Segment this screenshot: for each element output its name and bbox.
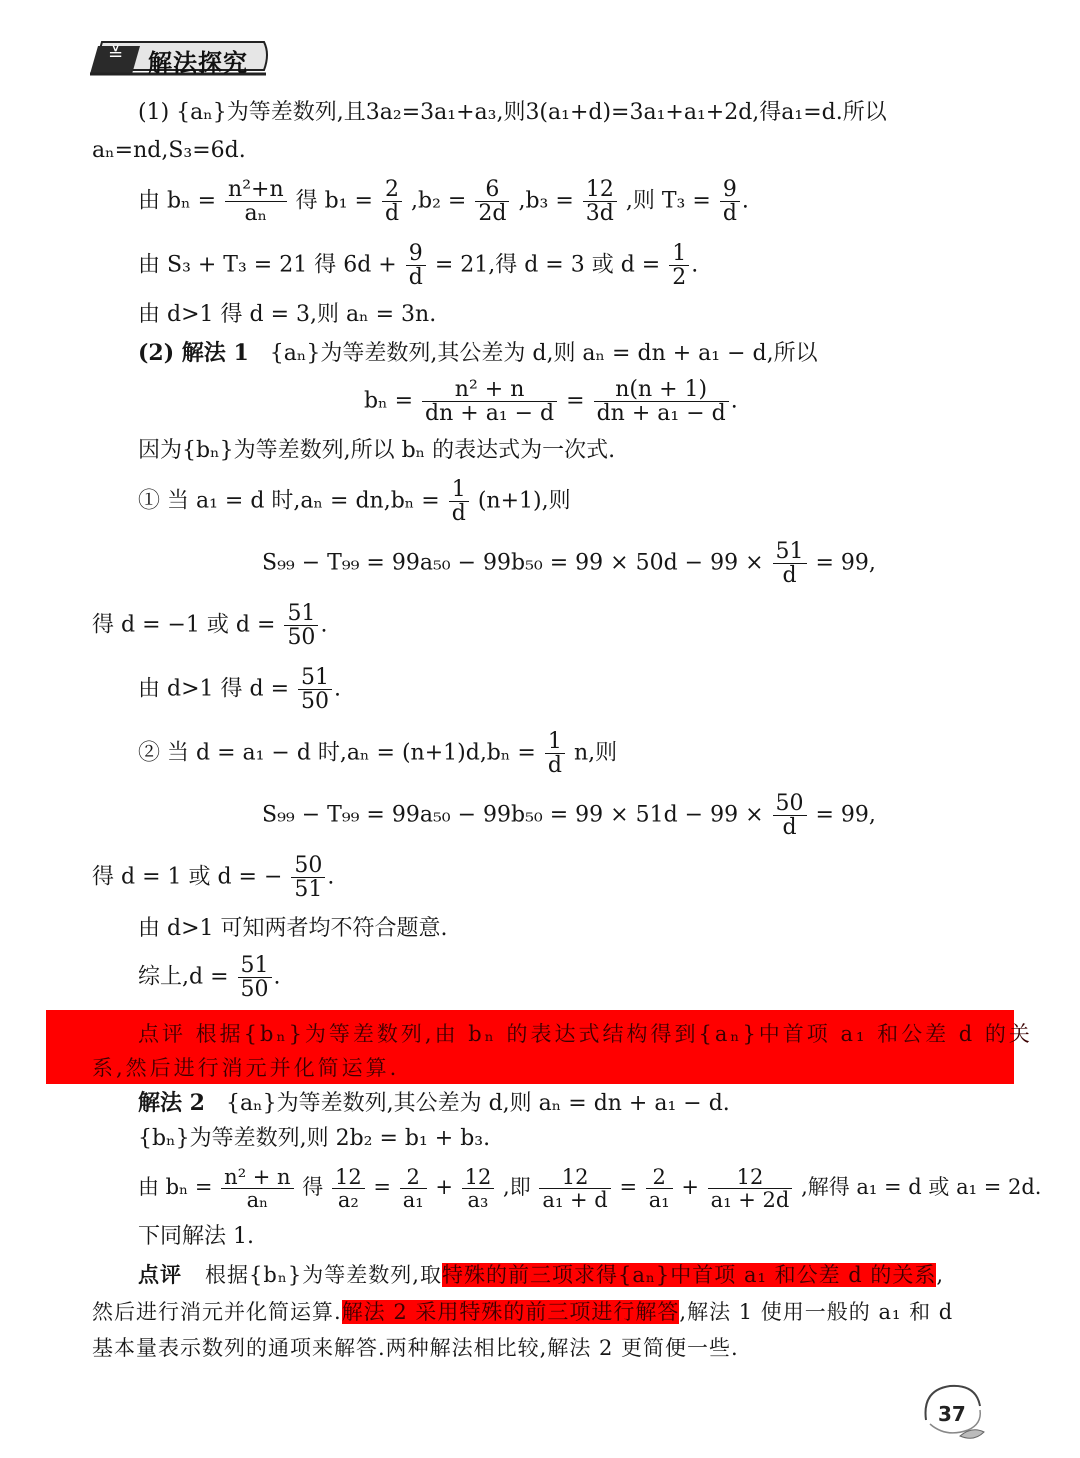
numerator: 1 bbox=[545, 730, 565, 754]
fraction bbox=[545, 730, 565, 777]
text: 得 b₁ = bbox=[295, 188, 373, 214]
text: {aₙ}为等差数列,其公差为 d,则 aₙ = dn + a₁ − d. bbox=[225, 1091, 730, 1116]
text: 得 d = −1 或 d = bbox=[92, 612, 276, 638]
numerator: 2 bbox=[646, 1166, 673, 1189]
denominator: d bbox=[782, 815, 797, 841]
text: = bbox=[373, 1175, 391, 1200]
fraction bbox=[720, 178, 740, 225]
fraction bbox=[225, 178, 287, 225]
text: = 99, bbox=[815, 802, 876, 828]
denominator: d bbox=[722, 201, 737, 227]
numerator: 50 bbox=[291, 854, 325, 878]
text: 根据{bₙ}为等差数列,取 bbox=[205, 1263, 442, 1287]
numerator: n² + n bbox=[221, 1166, 293, 1189]
numerator: n²+n bbox=[225, 178, 287, 202]
fraction bbox=[238, 954, 272, 1001]
fraction bbox=[708, 1166, 793, 1211]
denominator: a₃ bbox=[467, 1188, 489, 1213]
denominator: aₙ bbox=[244, 201, 268, 227]
numerator: 12 bbox=[539, 1166, 610, 1189]
text: ① 当 a₁ = d 时,aₙ = dn,bₙ = bbox=[138, 488, 440, 514]
part1-line2: aₙ=nd,S₃=6d. bbox=[92, 138, 246, 163]
text: ,解法 1 使用一般的 a₁ 和 d bbox=[679, 1300, 954, 1324]
text: = 99, bbox=[815, 550, 876, 576]
denominator: 50 bbox=[240, 977, 269, 1003]
numerator: 51 bbox=[238, 954, 272, 978]
part2-line1 bbox=[138, 342, 818, 365]
part2-line5 bbox=[262, 540, 876, 587]
fraction bbox=[583, 178, 617, 225]
denominator: a₁ bbox=[402, 1188, 424, 1213]
numerator: 51 bbox=[298, 666, 332, 690]
fraction bbox=[382, 178, 402, 225]
text: 由 d>1 得 d = bbox=[138, 676, 290, 702]
part2-line2: bₙ = $\frac{\text{n² + n}}{\text{dn + a₁ − d}}$ = $\frac{n(n + 1)}{\text{dn + a₁ − d}}$ . bbox=[364, 377, 738, 427]
denominator: 2 bbox=[672, 265, 687, 291]
fraction bbox=[298, 666, 332, 713]
part1-line3: 由 bₙ = $\frac{\text{n²+n}}{\text{aₙ}}$ 得 b₁ = $\frac{2}{d}$ ,b₂ = $\frac{6}{2d}$ ,b₃ = $\frac{12}{3d}$ ,则 T₃ = $\frac{9}{d}$ . bbox=[138, 177, 749, 227]
page-number-badge bbox=[916, 1380, 988, 1444]
fraction bbox=[462, 1166, 495, 1211]
comment1-line2: 系,然后进行消元并化简运算. bbox=[92, 1056, 400, 1080]
fraction bbox=[773, 540, 807, 587]
text: S₉₉ − T₉₉ = 99a₅₀ − 99b₅₀ = 99 × 50d − 99 × bbox=[262, 550, 764, 576]
text: + bbox=[681, 1175, 699, 1200]
text: 然后进行消元并化简运算. bbox=[92, 1300, 342, 1324]
text: {aₙ}为等差数列,其公差为 d,则 aₙ = dn + a₁ − d,所以 bbox=[269, 341, 818, 366]
fraction bbox=[539, 1166, 610, 1211]
denominator: a₁ + d bbox=[542, 1188, 608, 1213]
denominator: 2d bbox=[478, 201, 507, 227]
comment-label: 点评 bbox=[138, 1262, 182, 1287]
denominator: aₙ bbox=[246, 1188, 269, 1213]
text: , bbox=[936, 1263, 945, 1287]
denominator: 51 bbox=[294, 877, 323, 903]
part2-line7: 由 d>1 得 d = $\frac{51}{50}$ . bbox=[138, 665, 342, 715]
denominator: 50 bbox=[301, 689, 330, 715]
denominator: dn + a₁ − d bbox=[425, 401, 555, 427]
text: 由 bₙ = bbox=[138, 1175, 213, 1200]
fraction bbox=[773, 792, 807, 839]
numerator: 1 bbox=[449, 478, 469, 502]
fraction bbox=[406, 242, 426, 289]
chevron-down-double-icon: ≚ bbox=[108, 44, 124, 65]
text: (n+1),则 bbox=[477, 488, 571, 514]
text: ,解得 a₁ = d 或 a₁ = 2d. bbox=[801, 1175, 1042, 1200]
numerator: 12 bbox=[583, 178, 617, 202]
numerator: 50 bbox=[773, 792, 807, 816]
denominator: a₂ bbox=[337, 1188, 359, 1213]
text: bₙ = bbox=[364, 388, 414, 414]
text: = bbox=[619, 1175, 638, 1200]
text: 综上,d = bbox=[138, 964, 229, 990]
comment2-line1 bbox=[138, 1264, 944, 1286]
numerator: 9 bbox=[720, 178, 740, 202]
fraction bbox=[332, 1166, 365, 1211]
text: ,b₃ = bbox=[518, 188, 574, 214]
method2-line4: 下同解法 1. bbox=[138, 1224, 254, 1249]
method2-line1 bbox=[138, 1092, 730, 1115]
comment2-line2 bbox=[92, 1302, 953, 1323]
text: + bbox=[435, 1175, 453, 1200]
fraction bbox=[669, 242, 689, 289]
part2-line11: 由 d>1 可知两者均不符合题意. bbox=[138, 916, 448, 941]
comment1-line1: 点评 根据{bₙ}为等差数列,由 bₙ 的表达式结构得到{aₙ}中首项 a₁ 和公差 d 的关 bbox=[138, 1022, 1033, 1046]
fraction bbox=[475, 178, 509, 225]
fraction bbox=[646, 1166, 673, 1211]
part1-line4: 由 S₃ + T₃ = 21 得 6d + $\frac{9}{d}$ = 21,得 d = 3 或 d = $\frac{1}{2}$ . bbox=[138, 241, 699, 291]
numerator: 12 bbox=[708, 1166, 793, 1189]
text: ,b₂ = bbox=[411, 188, 467, 214]
numerator: 51 bbox=[284, 602, 318, 626]
numerator: 12 bbox=[332, 1166, 365, 1189]
highlighted-text: 特殊的前三项求得{aₙ}中首项 a₁ 和公差 d 的关系 bbox=[441, 1263, 937, 1287]
section-header-tab bbox=[88, 40, 270, 76]
denominator: 3d bbox=[585, 201, 614, 227]
numerator: 2 bbox=[382, 178, 402, 202]
text: ② 当 d = a₁ − d 时,aₙ = (n+1)d,bₙ = bbox=[138, 740, 536, 766]
fraction bbox=[594, 378, 729, 425]
part2-line4 bbox=[138, 478, 571, 525]
denominator: d bbox=[408, 265, 423, 291]
numerator: 1 bbox=[669, 242, 689, 266]
denominator: d bbox=[384, 201, 400, 227]
fraction bbox=[291, 854, 325, 901]
numerator: n² + n bbox=[422, 378, 557, 402]
denominator: d bbox=[451, 501, 466, 527]
part2-line3: 因为{bₙ}为等差数列,所以 bₙ 的表达式为一次式. bbox=[138, 438, 616, 463]
method-label: (2) 解法 1 bbox=[138, 340, 249, 366]
text: n,则 bbox=[573, 740, 618, 766]
part2-line8 bbox=[138, 730, 617, 777]
part1-line1: (1) {aₙ}为等差数列,且3a₂=3a₁+a₃,则3(a₁+d)=3a₁+a₁+2d,得a₁=d.所以 bbox=[138, 100, 887, 125]
section-title: 解法探究 bbox=[148, 49, 248, 77]
text: = bbox=[566, 388, 585, 414]
fraction bbox=[221, 1166, 293, 1211]
numerator: 2 bbox=[400, 1166, 427, 1189]
part2-line6: 得 d = −1 或 d = $\frac{51}{50}$ . bbox=[92, 601, 328, 651]
highlighted-text: 解法 2 采用特殊的前三项进行解答 bbox=[341, 1300, 680, 1324]
denominator: d bbox=[782, 563, 797, 589]
fraction bbox=[449, 478, 469, 525]
text: 由 bₙ = bbox=[138, 188, 217, 214]
text: 由 S₃ + T₃ = 21 得 6d + bbox=[138, 252, 397, 278]
denominator: d bbox=[547, 753, 562, 779]
text: 得 d = 1 或 d = − bbox=[92, 864, 283, 890]
comment2-line3: 基本量表示数列的通项来解答.两种解法相比较,解法 2 更简便一些. bbox=[92, 1336, 739, 1360]
numerator: 12 bbox=[462, 1166, 495, 1189]
numerator: 6 bbox=[475, 178, 509, 202]
denominator: a₁ + 2d bbox=[710, 1188, 790, 1213]
numerator: 9 bbox=[406, 242, 426, 266]
numerator: 51 bbox=[773, 540, 807, 564]
part2-line10: 得 d = 1 或 d = − $\frac{50}{51}$ . bbox=[92, 853, 335, 903]
fraction bbox=[422, 378, 557, 425]
text: S₉₉ − T₉₉ = 99a₅₀ − 99b₅₀ = 99 × 51d − 99 × bbox=[262, 802, 764, 828]
part2-line9 bbox=[262, 792, 876, 839]
text: = 21,得 d = 3 或 d = bbox=[434, 252, 661, 278]
denominator: a₁ bbox=[648, 1188, 670, 1213]
text: ,即 bbox=[503, 1175, 531, 1200]
fraction bbox=[400, 1166, 427, 1211]
part2-line12: 综上,d = $\frac{51}{50}$ . bbox=[138, 953, 281, 1003]
denominator: dn + a₁ − d bbox=[596, 401, 726, 427]
text: ,则 T₃ = bbox=[625, 188, 711, 214]
page-number: 37 bbox=[938, 1402, 966, 1426]
method2-line3 bbox=[138, 1166, 1041, 1211]
method-label: 解法 2 bbox=[138, 1090, 205, 1116]
numerator: n(n + 1) bbox=[594, 378, 729, 402]
part1-line5: 由 d>1 得 d = 3,则 aₙ = 3n. bbox=[138, 302, 437, 327]
fraction bbox=[284, 602, 318, 649]
method2-line2: {bₙ}为等差数列,则 2b₂ = b₁ + b₃. bbox=[138, 1126, 491, 1151]
denominator: 50 bbox=[287, 625, 316, 651]
text: 得 bbox=[302, 1175, 324, 1200]
